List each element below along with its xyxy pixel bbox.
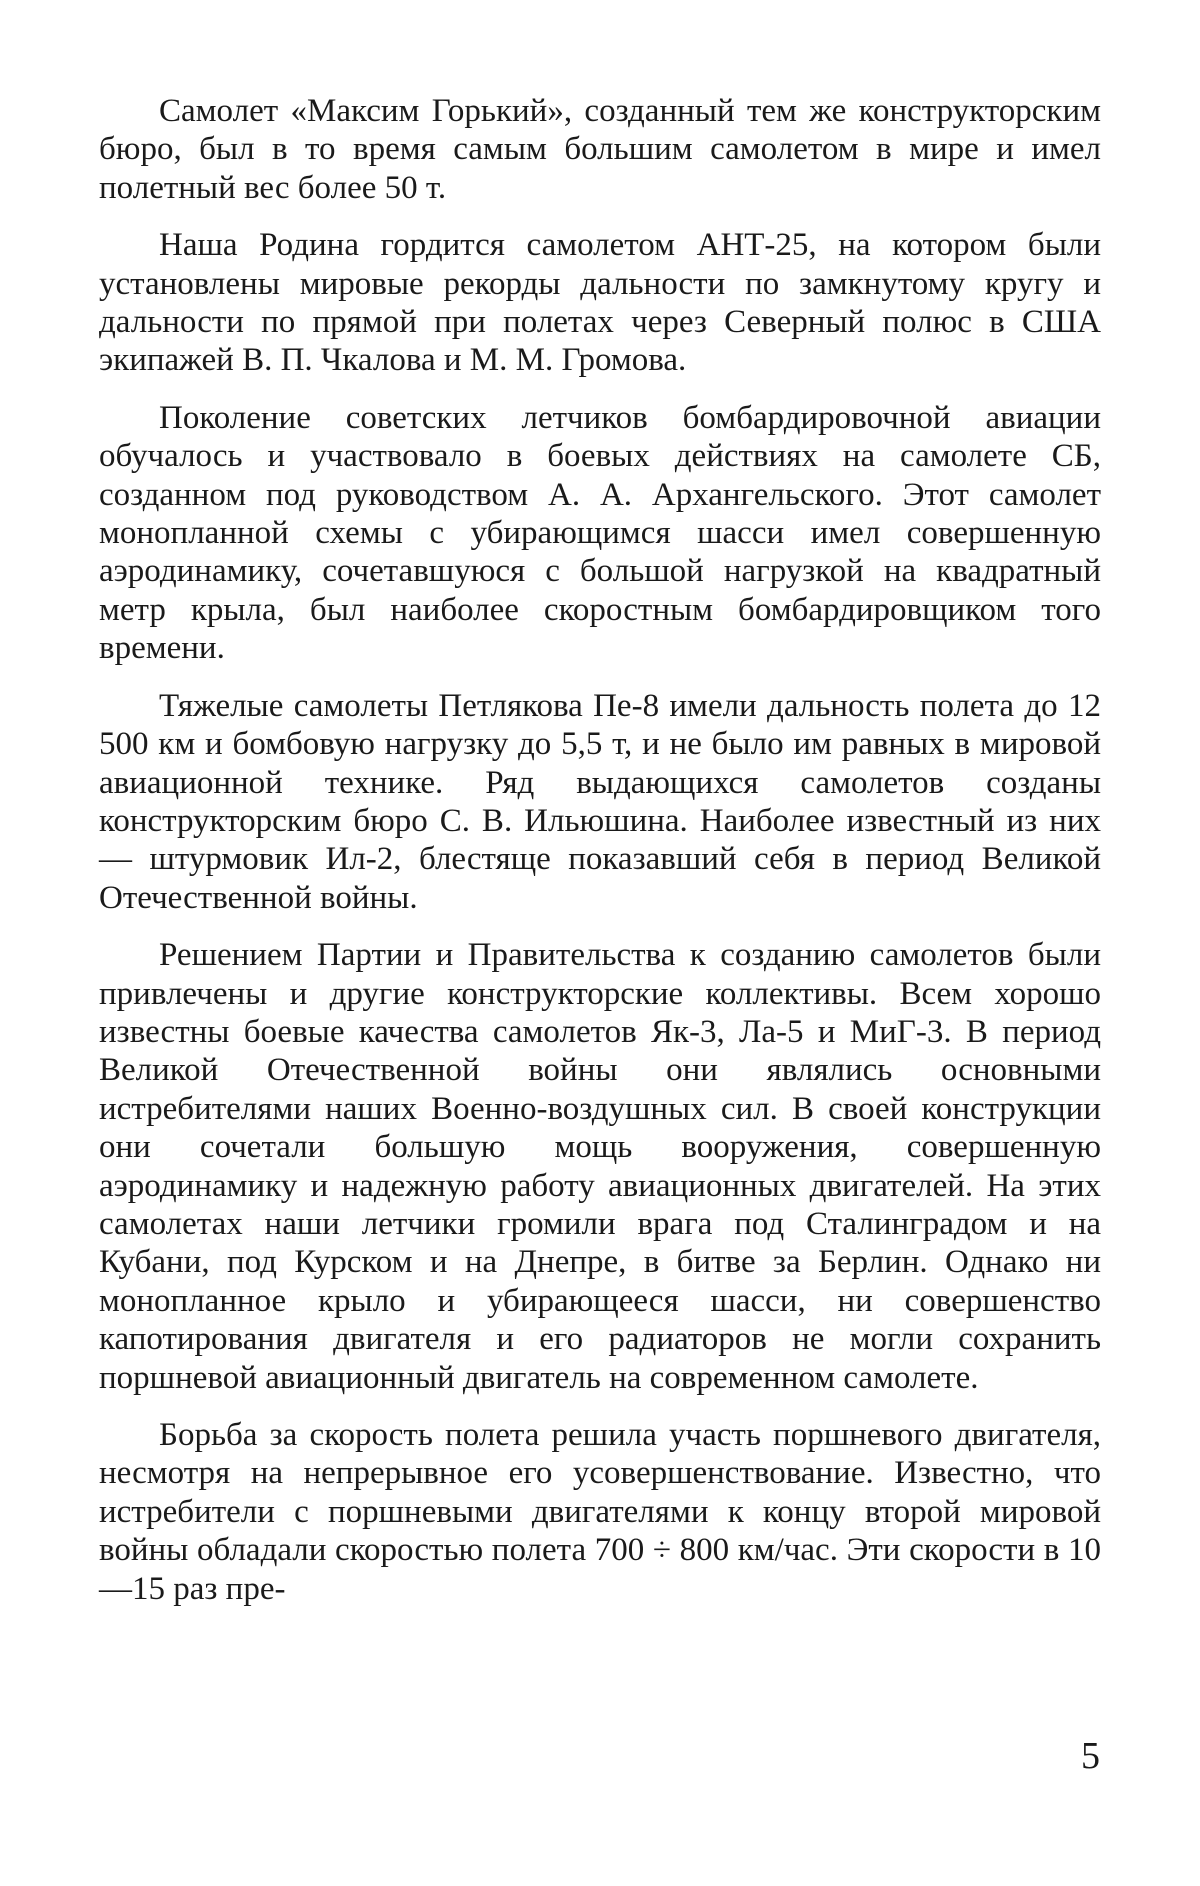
body-text bbox=[99, 92, 1101, 1608]
page-number: 5 bbox=[1081, 1735, 1100, 1777]
paragraph-sb-bomber: Поколение советских летчиков бомбардировочной авиации обучалось и участвовало в боевых действиях на самолете СБ, созданном под руководством А. А. Архангельского. Этот самолет монопланной схемы с убирающимся шасси имел совершенную аэродинамику, сочетавшуюся с большой нагрузкой на квадратный метр крыла, был наиболее скоростным бомбардировщиком того времени. bbox=[99, 399, 1101, 667]
paragraph-speed-struggle: Борьба за скорость полета решила участь поршневого двигателя, несмотря на непрерывное его усовершенствование. Известно, что истребители с поршневыми двигателями к концу второй мировой войны обладали скоростью полета 700 ÷ 800 км/час. Эти скорости в 10—15 раз пре- bbox=[99, 1417, 1101, 1607]
paragraph-pe-8-il-2: Тяжелые самолеты Петлякова Пе-8 имели дальность полета до 12 500 км и бомбовую нагрузку до 5,5 т, и не было им равных в мировой авиационной технике. Ряд выдающихся самолетов созданы конструкторским бюро С. В. Ильюшина. Наиболее известный из них — штурмовик Ил-2, блестяще показавший себя в период Великой Отечественной войны. bbox=[99, 687, 1101, 916]
paragraph-fighters: Решением Партии и Правительства к созданию самолетов были привлечены и другие конструкторские коллективы. Всем хорошо известны боевые качества самолетов Як-3, Ла-5 и МиГ-3. В период Великой Отечественной войны они являлись основными истребителями наших Военно-воздушных сил. В своей конструкции они сочетали большую мощь вооружения, совершенную аэродинамику и надежную работу авиационных двигателей. На этих самолетах наши летчики громили врага под Сталинградом и на Кубани, под Курском и на Днепре, в битве за Берлин. Однако ни монопланное крыло и убирающееся шасси, ни совершенство капотирования двигателя и его радиаторов не могли сохранить поршневой авиационный двигатель на современном самолете. bbox=[99, 937, 1101, 1396]
paragraph-maxim-gorky: Самолет «Максим Горький», созданный тем же конструкторским бюро, был в то время самым большим самолетом в мире и имел полетный вес более 50 т. bbox=[99, 93, 1101, 206]
paragraph-ant-25: Наша Родина гордится самолетом АНТ-25, на котором были установлены мировые рекорды дальности по замкнутому кругу и дальности по прямой при полетах через Северный полюс в США экипажей В. П. Чкалова и М. М. Громова. bbox=[99, 227, 1101, 379]
